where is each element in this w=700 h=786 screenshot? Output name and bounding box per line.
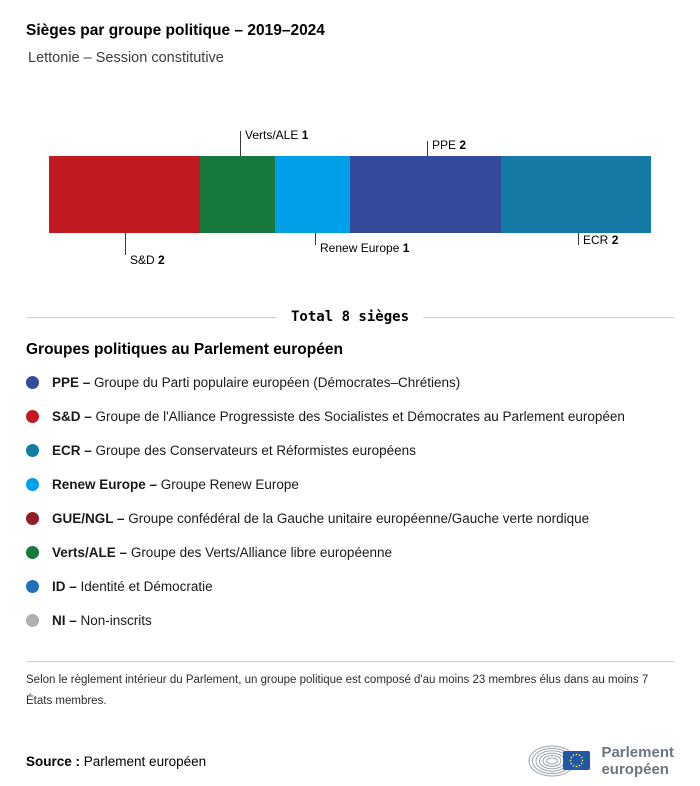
group-abbr: NI – — [52, 612, 77, 628]
legend-item-verts-ale — [26, 535, 674, 569]
group-color-dot — [26, 546, 39, 559]
group-color-dot — [26, 580, 39, 593]
page-subtitle: Lettonie – Session constitutive — [28, 50, 224, 66]
logo-line2: européen — [601, 761, 669, 778]
total-divider — [26, 309, 674, 325]
group-desc: Groupe de l'Alliance Progressiste des Socialistes et Démocrates au Parlement européen — [95, 408, 625, 424]
group-color-dot — [26, 376, 39, 389]
seat-count: 2 — [158, 253, 165, 267]
page-title: Sièges par groupe politique – 2019–2024 — [26, 22, 325, 39]
group-abbr: ECR – — [52, 442, 92, 458]
european-parliament-logo — [527, 738, 674, 784]
callout-label — [432, 138, 466, 152]
logo-wordmark — [601, 744, 674, 778]
legend-item-label — [52, 409, 625, 424]
source-label: Source : — [26, 753, 81, 769]
group-desc: Groupe du Parti populaire européen (Démocrates–Chrétiens) — [94, 374, 461, 390]
group-abbr: Verts/ALE – — [52, 544, 128, 560]
legend-item-label — [52, 511, 589, 526]
legend-item-gue-ngl — [26, 501, 674, 535]
callout-label — [320, 241, 409, 255]
legend-heading: Groupes politiques au Parlement européen — [26, 341, 343, 358]
callout-ppe — [427, 138, 467, 156]
group-desc: Non-inscrits — [80, 612, 152, 628]
group-color-dot — [26, 478, 39, 491]
legend-item-label — [52, 443, 416, 458]
callout-label — [130, 253, 165, 267]
callout-label — [245, 128, 308, 142]
bar-segment-ecr — [501, 156, 652, 233]
group-abbr: S&D – — [52, 408, 92, 424]
group-color-dot — [26, 444, 39, 457]
group-desc: Identité et Démocratie — [80, 578, 213, 594]
callout-ecr — [578, 233, 619, 247]
group-abbr: PPE – — [52, 374, 91, 390]
group-desc: Groupe des Conservateurs et Réformistes européens — [95, 442, 416, 458]
footnote: Selon le règlement intérieur du Parlement, un groupe politique est composé d'au moins 23 membres élus dans au moins 7 États membres. — [26, 674, 649, 707]
bar-segment-s-d — [49, 156, 200, 233]
divider-line — [423, 317, 674, 318]
legend-list — [26, 365, 674, 637]
legend-item-ppe — [26, 365, 674, 399]
parliament-hemicycle-icon — [527, 738, 593, 784]
source-line — [26, 754, 206, 769]
logo-line1: Parlement — [601, 744, 674, 761]
callout-label — [583, 233, 618, 247]
seat-chart — [49, 128, 651, 279]
legend-item-label — [52, 545, 392, 560]
seat-count: 2 — [611, 233, 619, 247]
group-name: S&D — [130, 253, 155, 267]
footer-divider — [26, 661, 674, 662]
legend-item-ecr — [26, 433, 674, 467]
bar-segment-verts-ale — [200, 156, 275, 233]
group-name: ECR — [583, 233, 609, 247]
callout-renew-europe — [315, 233, 410, 255]
divider-line — [26, 317, 277, 318]
group-color-dot — [26, 512, 39, 525]
eu-flag-icon — [563, 751, 590, 770]
legend-item-renew — [26, 467, 674, 501]
bar-segment-ppe — [350, 156, 501, 233]
source-row — [26, 738, 674, 784]
source-value: Parlement européen — [83, 753, 207, 769]
seat-count: 1 — [402, 241, 410, 255]
group-name: Verts/ALE — [245, 128, 299, 142]
bar-segment-renew-europe — [275, 156, 350, 233]
seat-count: 1 — [301, 128, 309, 142]
legend-item-label — [52, 477, 299, 492]
callout-sd — [125, 233, 165, 267]
legend-item-sd — [26, 399, 674, 433]
group-desc: Groupe confédéral de la Gauche unitaire européenne/Gauche verte nordique — [128, 510, 590, 526]
group-desc: Groupe des Verts/Alliance libre européenne — [130, 544, 392, 560]
group-name: Renew Europe — [320, 241, 400, 255]
legend-item-id — [26, 569, 674, 603]
group-abbr: ID – — [52, 578, 77, 594]
group-color-dot — [26, 614, 39, 627]
legend-item-label — [52, 579, 213, 594]
group-abbr: GUE/NGL – — [52, 510, 125, 526]
legend-item-label — [52, 375, 460, 390]
legend-item-ni — [26, 603, 674, 637]
group-color-dot — [26, 410, 39, 423]
total-seats-label: Total 8 sièges — [291, 309, 410, 325]
legend-item-label — [52, 613, 152, 628]
group-desc: Groupe Renew Europe — [160, 476, 299, 492]
group-abbr: Renew Europe – — [52, 476, 158, 492]
callout-verts-ale — [240, 128, 309, 156]
group-name: PPE — [432, 138, 457, 152]
seat-count: 2 — [459, 138, 467, 152]
stacked-bar — [49, 156, 651, 233]
